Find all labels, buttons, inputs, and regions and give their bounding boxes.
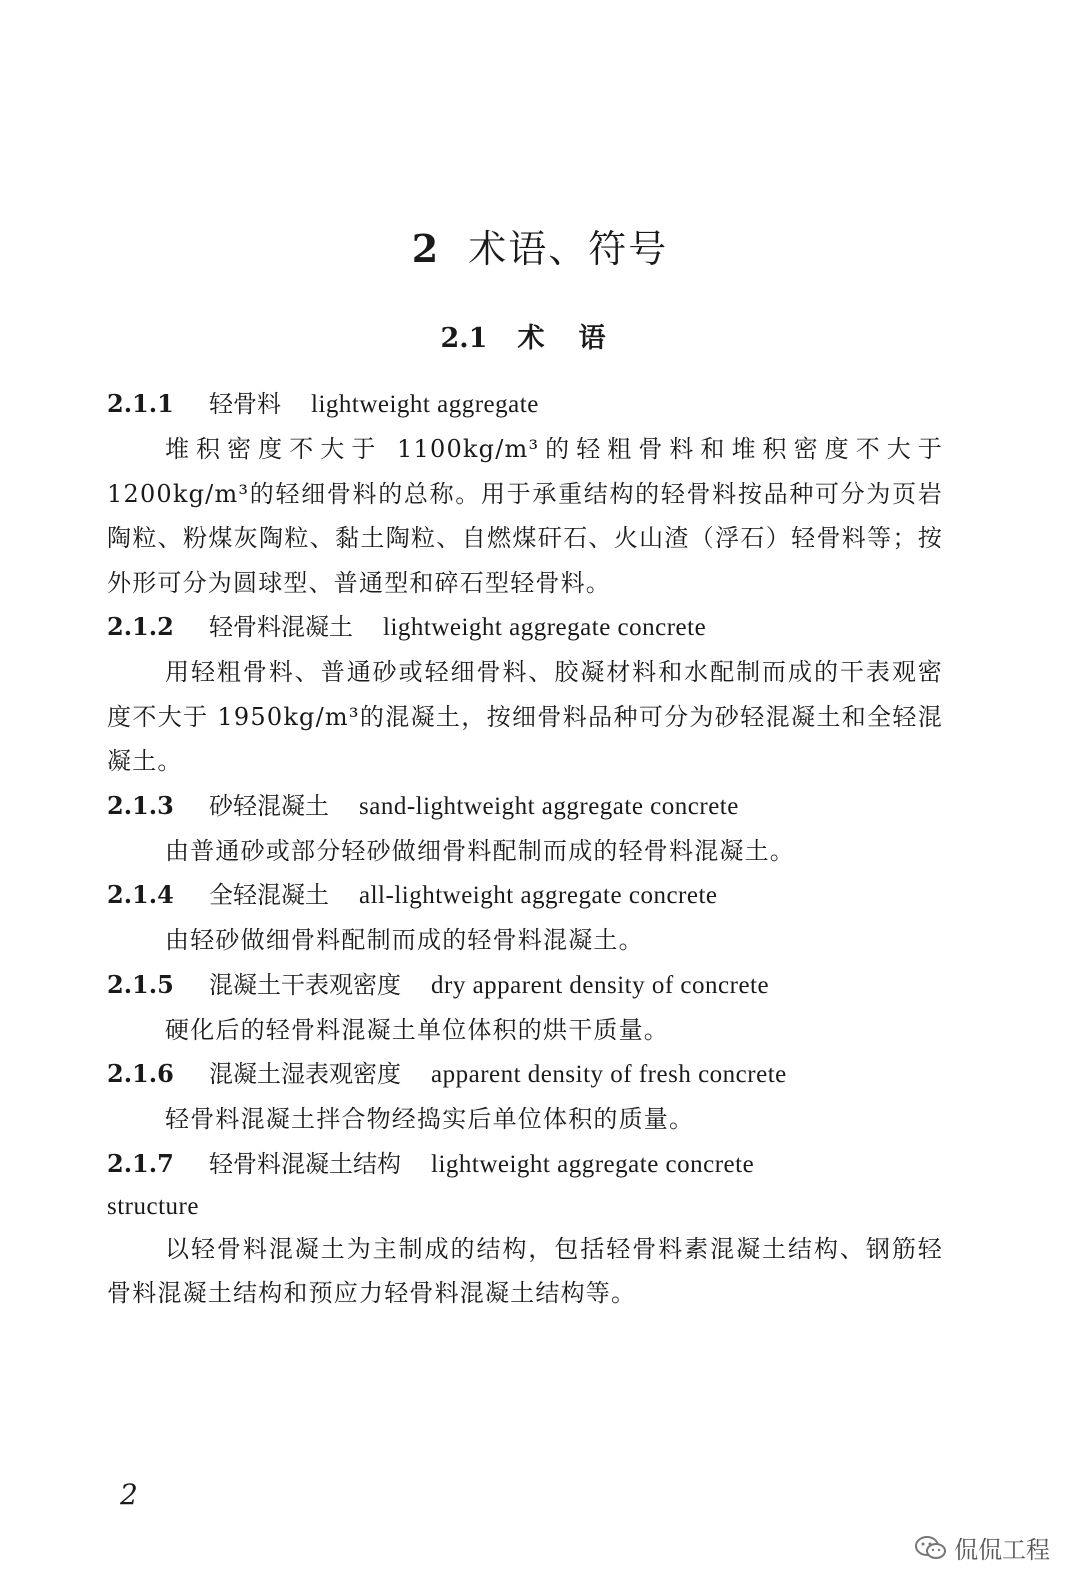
term-number: 2.1.6 xyxy=(107,1059,174,1088)
wechat-icon xyxy=(914,1535,948,1561)
term-chinese: 轻骨料混凝土结构 xyxy=(209,1149,401,1178)
term-definition: 以轻骨料混凝土为主制成的结构，包括轻骨料素混凝土结构、钢筋轻骨料混凝土结构和预应力轻骨料混凝土结构等。 xyxy=(107,1234,943,1307)
term-definition: 堆积密度不大于 1100kg/m³的轻粗骨料和堆积密度不大于1200kg/m³的轻细骨料的总称。用于承重结构的轻骨料按品种可分为页岩陶粒、粉煤灰陶粒、黏土陶粒、自燃煤矸石、火山渣（浮石）轻骨料等；按外形可分为圆球型、普通型和碎石型轻骨料。 xyxy=(107,435,943,597)
term-english: dry apparent density of concrete xyxy=(431,971,770,999)
term-chinese: 混凝土湿表观密度 xyxy=(209,1060,401,1088)
term-english-continued: structure xyxy=(107,1192,199,1220)
term-number: 2.1.7 xyxy=(107,1148,174,1178)
section-title-text: 术语 xyxy=(517,323,640,354)
term-english: all-lightweight aggregate concrete xyxy=(359,882,718,909)
term-entry xyxy=(107,605,943,784)
term-english: sand-lightweight aggregate concrete xyxy=(359,792,739,820)
term-chinese: 轻骨料 xyxy=(209,390,281,418)
section-title xyxy=(0,316,1080,355)
term-english: lightweight aggregate concrete xyxy=(431,1150,755,1178)
term-entry xyxy=(107,1142,943,1316)
term-heading xyxy=(107,873,943,918)
term-number: 2.1.4 xyxy=(107,880,174,909)
page-number: 2 xyxy=(120,1478,138,1511)
term-number: 2.1.3 xyxy=(107,790,174,820)
chapter-number: 2 xyxy=(411,226,441,271)
term-number: 2.1.1 xyxy=(107,389,174,418)
chapter-title-text: 术语、符号 xyxy=(468,227,669,271)
term-heading xyxy=(107,784,943,829)
term-entry xyxy=(107,784,943,874)
term-chinese: 全轻混凝土 xyxy=(209,881,329,909)
term-english: lightweight aggregate concrete xyxy=(383,614,707,641)
term-entry xyxy=(107,1052,943,1142)
watermark-text: 侃侃工程 xyxy=(954,1536,1050,1564)
term-definition: 轻骨料混凝土拌合物经捣实后单位体积的质量。 xyxy=(165,1105,695,1133)
term-chinese: 轻骨料混凝土 xyxy=(209,613,353,641)
term-number: 2.1.2 xyxy=(107,612,174,641)
section-number: 2.1 xyxy=(440,323,488,354)
terms-list xyxy=(107,382,943,1316)
term-definition: 硬化后的轻骨料混凝土单位体积的烘干质量。 xyxy=(165,1015,669,1044)
term-definition: 由普通砂或部分轻砂做细骨料配制而成的轻骨料混凝土。 xyxy=(165,836,795,865)
term-english: apparent density of fresh concrete xyxy=(431,1061,787,1088)
term-entry xyxy=(107,873,943,963)
term-heading xyxy=(107,963,943,1008)
term-chinese: 砂轻混凝土 xyxy=(209,791,329,820)
term-chinese: 混凝土干表观密度 xyxy=(209,970,401,999)
term-definition: 用轻粗骨料、普通砂或轻细骨料、胶凝材料和水配制而成的干表观密度不大于 1950kg/m³的混凝土，按细骨料品种可分为砂轻混凝土和全轻混凝土。 xyxy=(107,658,943,775)
term-english: lightweight aggregate xyxy=(311,391,539,418)
term-heading xyxy=(107,382,943,427)
term-heading xyxy=(107,1052,943,1097)
term-number: 2.1.5 xyxy=(107,969,174,999)
term-heading xyxy=(107,605,943,650)
chapter-title xyxy=(0,218,1080,273)
watermark xyxy=(914,1530,1050,1565)
term-heading xyxy=(107,1142,943,1227)
term-entry xyxy=(107,382,943,605)
term-entry xyxy=(107,963,943,1053)
term-definition: 由轻砂做细骨料配制而成的轻骨料混凝土。 xyxy=(165,926,644,954)
